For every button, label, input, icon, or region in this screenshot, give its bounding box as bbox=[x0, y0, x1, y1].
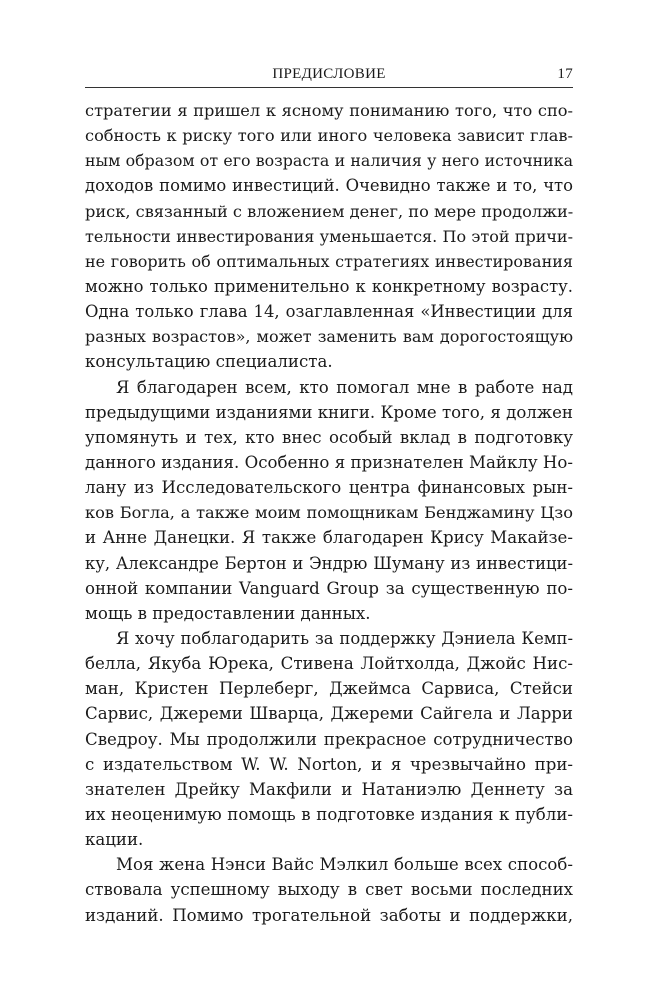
text-line: с издательством W. W. Norton, и я чрезвычайно при- bbox=[85, 754, 573, 774]
text-line: собность к риску того или иного человека зависит глав- bbox=[85, 126, 573, 146]
text-line: Я хочу поблагодарить за поддержку Дэниела Кемп- bbox=[116, 628, 573, 648]
text-line: ствовала успешному выходу в свет восьми последних bbox=[85, 880, 573, 900]
text-line: знателен Дрейку Макфили и Натаниэлю Деннету за bbox=[85, 779, 573, 799]
text-line: не говорить об оптимальных стратегиях инвестирования bbox=[85, 251, 573, 271]
text-line: и Анне Данецки. Я также благодарен Крису Макайзе- bbox=[85, 528, 573, 548]
text-line: онной компании Vanguard Group за существенную по- bbox=[85, 578, 573, 598]
text-line: Одна только глава 14, озаглавленная «Инвестиции для bbox=[85, 302, 573, 322]
text-line: лану из Исследовательского центра финансовых рын- bbox=[85, 478, 573, 498]
text-line: изданий. Помимо трогательной заботы и поддержки, bbox=[85, 905, 573, 925]
text-line: кации. bbox=[85, 830, 144, 850]
text-line: мощь в предоставлении данных. bbox=[85, 603, 371, 623]
text-line: ков Богла, а также моим помощникам Бенджамину Цзо bbox=[85, 503, 573, 523]
text-line: доходов помимо инвестиций. Очевидно также и то, что bbox=[85, 176, 573, 196]
text-line: их неоценимую помощь в подготовке издания к публи- bbox=[85, 804, 573, 824]
chapter-title: ПРЕДИСЛОВИЕ bbox=[272, 66, 386, 82]
text-line: разных возрастов», может заменить вам дорогостоящую bbox=[85, 327, 573, 347]
text-line: ку, Александре Бертон и Эндрю Шуману из инвестици- bbox=[85, 553, 573, 573]
text-line: данного издания. Особенно я признателен Майклу Но- bbox=[85, 452, 573, 472]
text-line: Сарвис, Джереми Шварца, Джереми Сайгела и Ларри bbox=[85, 704, 573, 724]
text-line: стратегии я пришел к ясному пониманию того, что спо- bbox=[85, 101, 573, 120]
text-line: упомянуть и тех, кто внес особый вклад в подготовку bbox=[85, 427, 573, 447]
text-line: ным образом от его возраста и наличия у него источника bbox=[85, 151, 573, 171]
text-line: белла, Якуба Юрека, Стивена Лойтхолда, Джойс Нис- bbox=[85, 654, 573, 674]
text-line: Я благодарен всем, кто помогал мне в работе над bbox=[116, 377, 573, 397]
body-text bbox=[85, 98, 573, 928]
text-line: тельности инвестирования уменьшается. По этой причи- bbox=[85, 226, 573, 246]
page-number: 17 bbox=[557, 66, 573, 82]
text-line: Сведроу. Мы продолжили прекрасное сотрудничество bbox=[85, 729, 573, 749]
text-line: предыдущими изданиями книги. Кроме того, я должен bbox=[85, 402, 573, 422]
text-line: риск, связанный с вложением денег, по мере продолжи- bbox=[85, 201, 574, 221]
text-line: можно только применительно к конкретному возрасту. bbox=[85, 276, 573, 296]
header-rule bbox=[85, 87, 573, 88]
text-line: Моя жена Нэнси Вайс Мэлкил больше всех способ- bbox=[116, 855, 573, 875]
text-line: консультацию специалиста. bbox=[85, 352, 333, 372]
text-line: ман, Кристен Перлеберг, Джеймса Сарвиса, Стейси bbox=[85, 679, 573, 699]
running-header bbox=[85, 62, 573, 88]
